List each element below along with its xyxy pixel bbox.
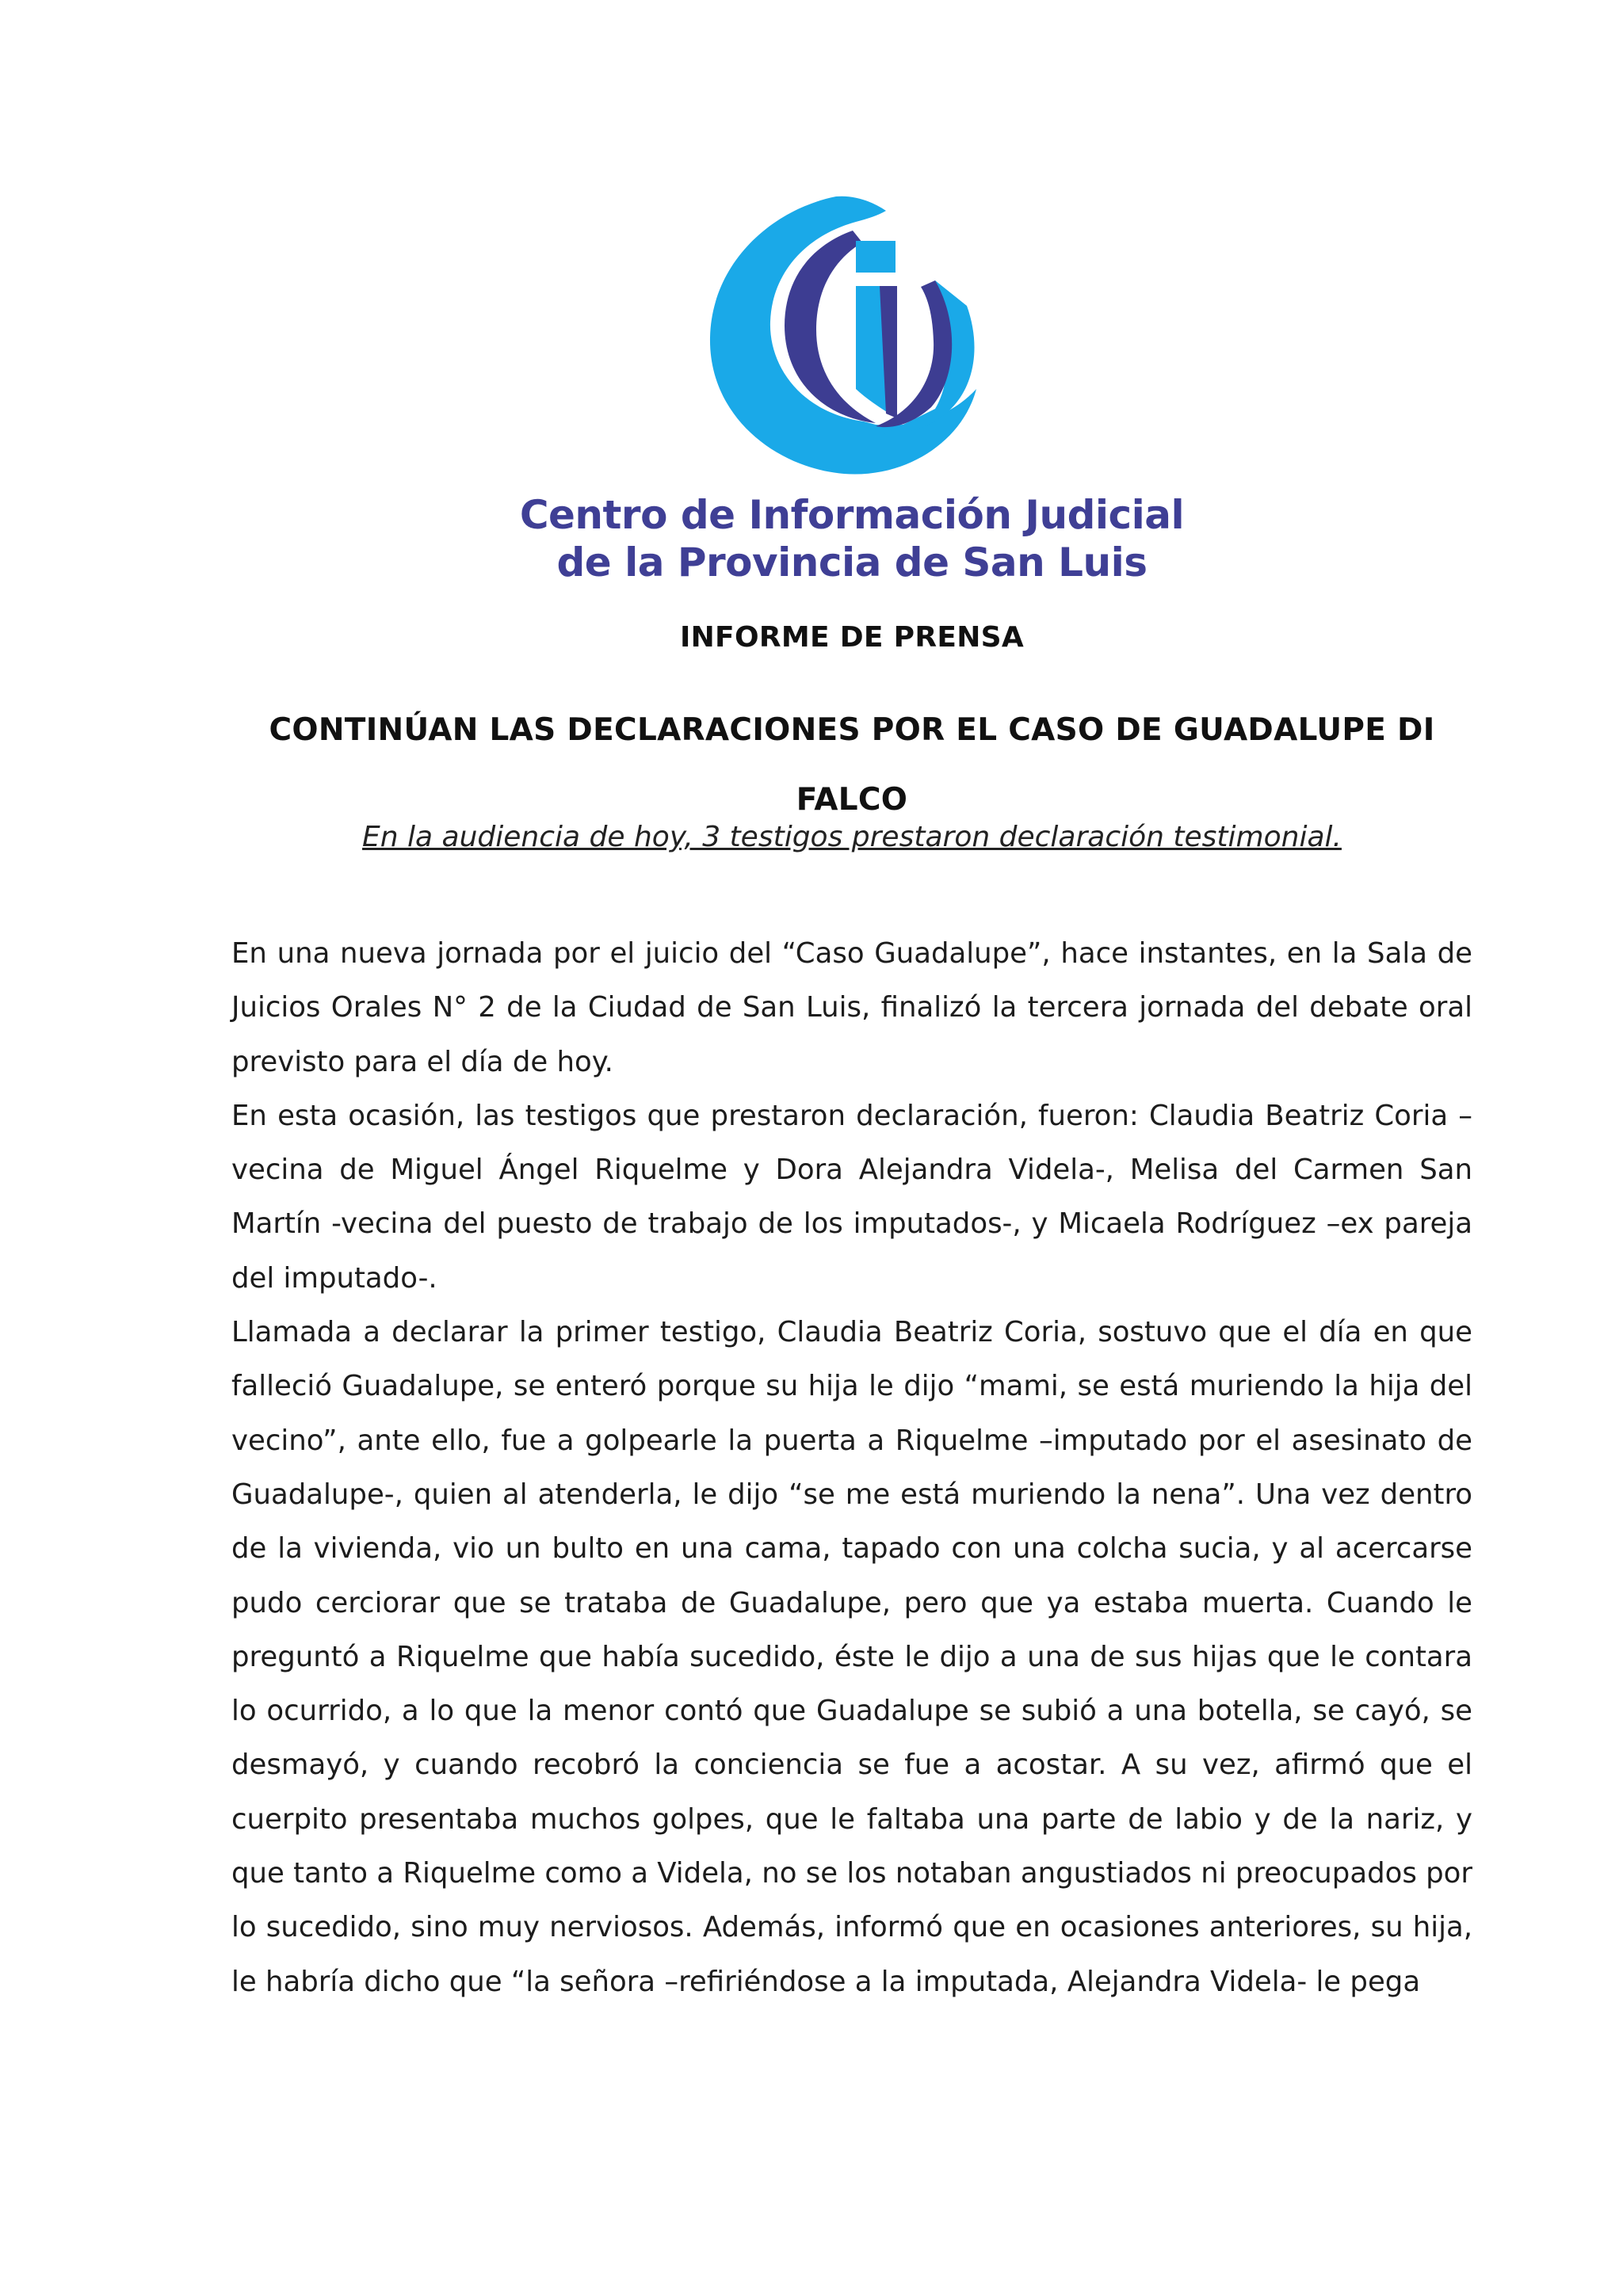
body-paragraph: En una nueva jornada por el juicio del “Caso Guadalupe”, hace instantes, en la Sala de Juicios Orales N° 2 de la Ciudad de San Luis, finalizó la tercera jornada del debate oral previsto para el día de hoy.	[231, 937, 1472, 1078]
cij-logo-icon	[697, 187, 1006, 488]
document-type-label: INFORME DE PRENSA	[679, 621, 1025, 654]
press-subheadline: En la audiencia de hoy, 3 testigos prestaron declaración testimonial.	[362, 821, 1342, 853]
org-name-line2: de la Provincia de San Luis	[556, 540, 1148, 585]
body-paragraph: Llamada a declarar la primer testigo, Claudia Beatriz Coria, sostuvo que el día en que falleció Guadalupe, se enteró porque su hija le dijo “mami, se está muriendo la hija del vecino”, ante ello, fue a golpearle la puerta a Riquelme –imputado por el asesinato de Guadalupe-, quien al atenderla, le dijo “se me está muriendo la nena”. Una vez dentro de la vivienda, vio un bulto en una cama, tapado con una colcha sucia, y al acercarse pudo cerciorar que se trataba de Guadalupe, pero que ya estaba muerta. Cuando le preguntó a Riquelme que había sucedido, éste le dijo a una de sus hijas que le contara lo ocurrido, a lo que la menor contó que Guadalupe se subió a una botella, se cayó, se desmayó, y cuando recobró la conciencia se fue a acostar. A su vez, afirmó que el cuerpito presentaba muchos golpes, que le faltaba una parte de labio y de la nariz, y que tanto a Riquelme como a Videla, no se los notaban angustiados ni preocupados por lo sucedido, sino muy nerviosos. Además, informó que en ocasiones anteriores, su hija, le habría dicho que “la señora –refiriéndose a la imputada, Alejandra Videla- le pega	[231, 1316, 1472, 1998]
cij-logo	[697, 187, 1006, 488]
organization-name	[460, 491, 1244, 586]
press-headline: CONTINÚAN LAS DECLARACIONES POR EL CASO DE GUADALUPE DI FALCO	[269, 712, 1435, 818]
org-name-line1: Centro de Información Judicial	[519, 492, 1185, 538]
body-paragraph: En esta ocasión, las testigos que prestaron declaración, fueron: Claudia Beatriz Coria –vecina de Miguel Ángel Riquelme y Dora Alejandra Videla-, Melisa del Carmen San Martín -vecina del puesto de trabajo de los imputados-, y Micaela Rodríguez –ex pareja del imputado-.	[231, 1099, 1472, 1295]
press-body	[231, 927, 1472, 2009]
logo-i-dot	[856, 241, 896, 273]
